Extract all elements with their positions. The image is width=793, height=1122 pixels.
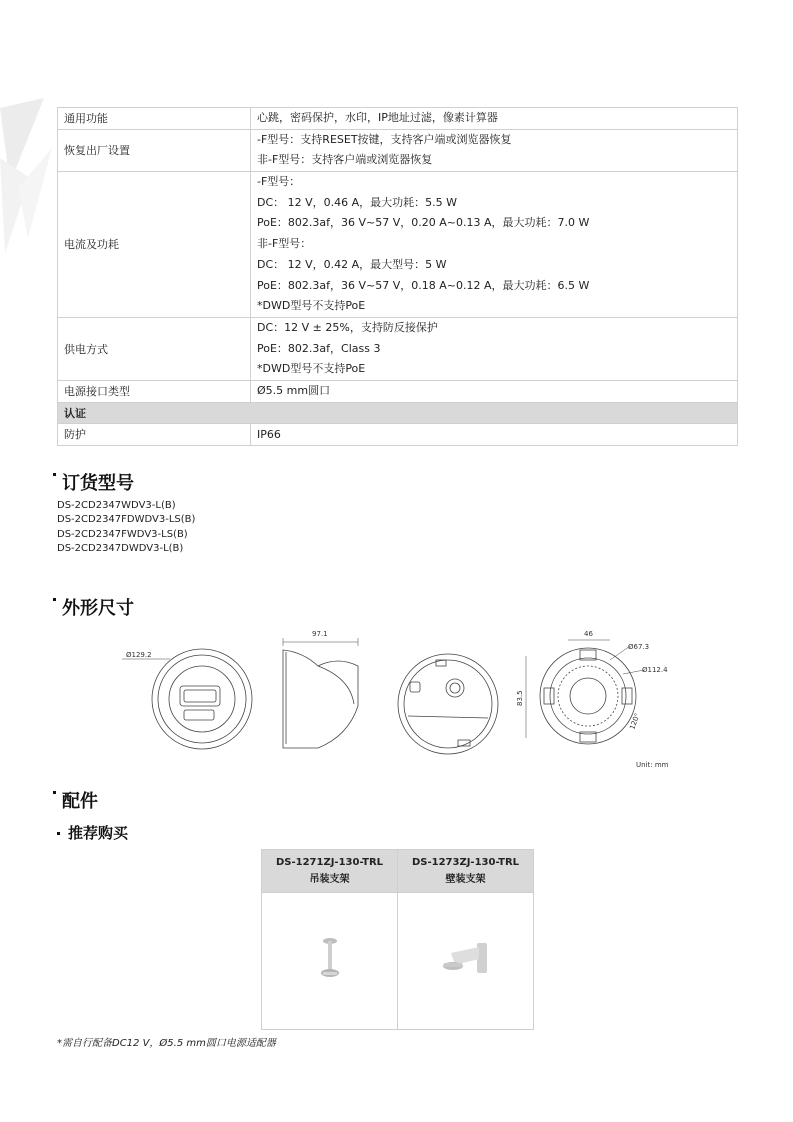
side-view-drawing	[283, 630, 358, 748]
spec-value-line: DC：12 V ± 25%，支持防反接保护	[257, 320, 438, 334]
spec-value	[251, 380, 738, 402]
model-item: DS-2CD2347FWDV3-LS(B)	[57, 528, 188, 540]
spec-value-line: 非-F型号：	[257, 237, 312, 251]
spec-key: 电源接口类型	[58, 380, 251, 402]
spec-value-line: -F型号：	[257, 175, 301, 189]
accessory-image-cell	[262, 893, 398, 1030]
bottom-view-drawing	[398, 654, 498, 754]
spec-key: 电流及功耗	[58, 172, 251, 318]
accessory-model: DS-1273ZJ-130-TRL	[411, 857, 520, 868]
spec-value-line: PoE：802.3af，Class 3	[257, 341, 381, 355]
accessory-note: *需自行配备DC12 V，Ø5.5 mm圆口电源适配器	[57, 1038, 276, 1049]
bullet-icon	[53, 791, 56, 794]
model-item: DS-2CD2347FDWDV3-LS(B)	[57, 514, 196, 526]
spec-row	[58, 129, 738, 171]
spec-row	[58, 108, 738, 130]
accessory-header	[398, 850, 534, 893]
accessory-image-cell	[398, 893, 534, 1030]
spec-value-line: -F型号：支持RESET按键，支持客户端或浏览器恢复	[257, 132, 512, 146]
side-width-label: 97.1	[312, 630, 328, 638]
spec-key: 恢复出厂设置	[58, 129, 251, 171]
spec-table	[57, 107, 738, 446]
accessory-table	[261, 849, 534, 1030]
front-view-drawing	[122, 649, 252, 749]
bullet-icon	[53, 598, 56, 601]
top-width-label: 46	[584, 630, 593, 638]
angle-label: 120°	[628, 712, 642, 731]
front-diameter-label: Ø129.2	[126, 651, 152, 659]
watermark-graphic	[0, 88, 60, 258]
spec-row	[58, 423, 738, 445]
mount-base-drawing	[516, 630, 668, 744]
accessory-model: DS-1271ZJ-130-TRL	[275, 857, 384, 868]
spec-value-line: *DWD型号不支持PoE	[257, 299, 366, 313]
spec-row	[58, 380, 738, 402]
spec-value-line: DC： 12 V，0.46 A，最大功耗：5.5 W	[257, 195, 458, 209]
accessories-heading: 配件	[53, 787, 98, 813]
spec-value-line: *DWD型号不支持PoE	[257, 362, 366, 376]
dimensions-heading: 外形尺寸	[53, 594, 134, 620]
spec-row	[58, 317, 738, 380]
wall-mount-image	[441, 939, 491, 979]
spec-section-row	[58, 402, 738, 423]
spec-value-line: 非-F型号：支持客户端或浏览器恢复	[257, 153, 433, 167]
accessory-name: 壁装支架	[445, 874, 486, 885]
section-title: 认证	[58, 402, 738, 423]
accessory-name: 吊装支架	[309, 874, 350, 885]
spec-value	[251, 108, 738, 130]
spec-value	[251, 129, 738, 171]
height-label: 83.5	[516, 690, 524, 706]
spec-value-line: PoE：802.3af，36 V~57 V，0.20 A~0.13 A，最大功耗：7.0 W	[257, 216, 590, 230]
spec-key: 防护	[58, 423, 251, 445]
spec-value-line: 心跳，密码保护，水印，IP地址过滤，像素计算器	[257, 111, 498, 124]
spec-key: 通用功能	[58, 108, 251, 130]
model-item: DS-2CD2347DWDV3-L(B)	[57, 542, 184, 554]
pendant-mount-image	[315, 936, 345, 982]
unit-label: Unit: mm	[636, 761, 669, 769]
dia-67-label: Ø67.3	[628, 643, 650, 651]
spec-value	[251, 172, 738, 318]
spec-value: IP66	[251, 423, 738, 445]
accessory-header	[262, 850, 398, 893]
bullet-icon	[53, 473, 56, 476]
recommended-heading: 推荐购买	[57, 822, 128, 843]
spec-value-line: Ø5.5 mm圆口	[257, 383, 331, 397]
spec-key: 供电方式	[58, 317, 251, 380]
spec-row	[58, 172, 738, 318]
spec-value-line: DC： 12 V，0.42 A，最大型号：5 W	[257, 257, 447, 271]
dia-112-label: Ø112.4	[642, 666, 668, 674]
order-models-heading: 订货型号	[53, 469, 134, 495]
spec-value	[251, 317, 738, 380]
spec-value-line: PoE：802.3af，36 V~57 V，0.18 A~0.12 A，最大功耗：6.5 W	[257, 278, 590, 292]
dimension-drawings	[118, 626, 678, 760]
model-item: DS-2CD2347WDV3-L(B)	[57, 500, 176, 511]
model-list	[57, 499, 195, 556]
bullet-icon	[57, 832, 60, 835]
